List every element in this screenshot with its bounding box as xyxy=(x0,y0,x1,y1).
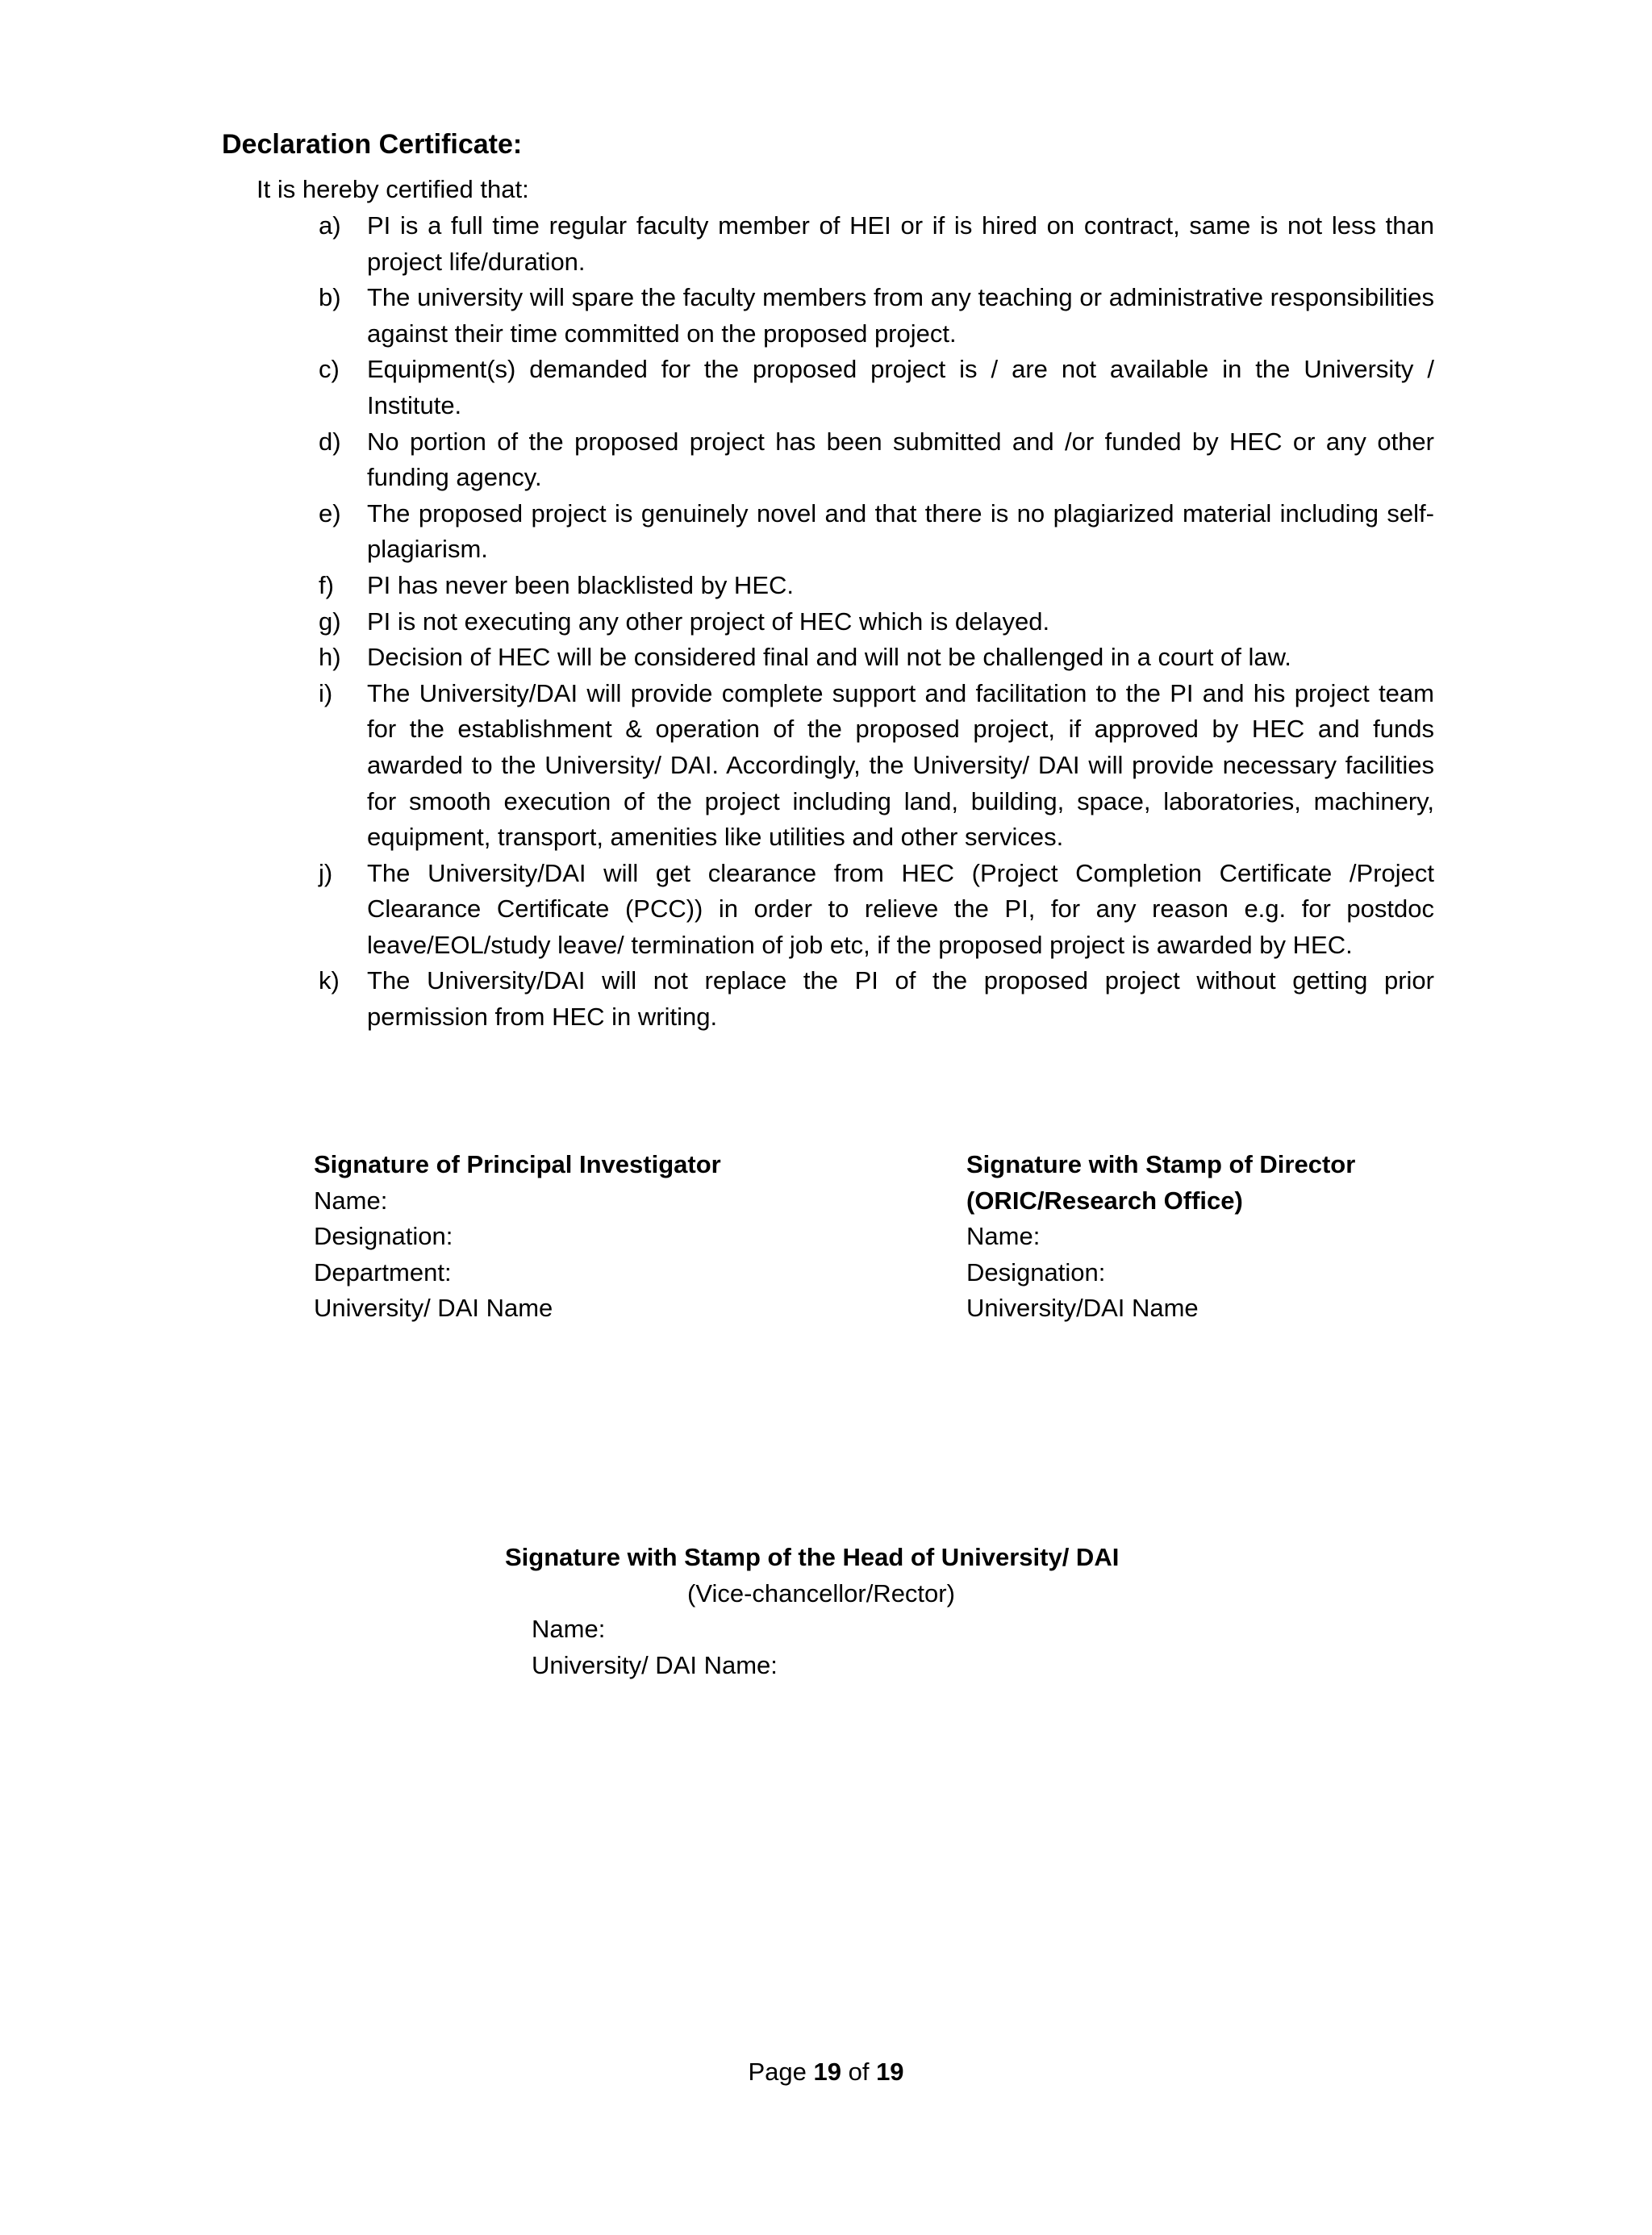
list-item-text: PI has never been blacklisted by HEC. xyxy=(367,570,794,599)
director-university-label: University/DAI Name xyxy=(966,1294,1199,1322)
list-item xyxy=(319,676,1434,856)
page-label: Page xyxy=(748,2058,807,2086)
list-marker: k) xyxy=(319,966,340,995)
head-signature-block xyxy=(505,1540,1119,1683)
list-item xyxy=(319,963,1434,1035)
director-signature-heading: Signature with Stamp of Director xyxy=(966,1150,1356,1178)
pi-designation-label: Designation: xyxy=(314,1222,453,1250)
list-item-text: No portion of the proposed project has been submitted and /or funded by HEC or any other funding agency. xyxy=(367,427,1434,492)
list-item-text: PI is a full time regular faculty member of HEI or if is hired on contract, same is not less than project life/duration. xyxy=(367,211,1434,276)
list-item xyxy=(319,856,1434,964)
head-name-label: Name: xyxy=(532,1615,606,1643)
total-pages-number: 19 xyxy=(876,2058,904,2086)
list-item-text: The University/DAI will get clearance from HEC (Project Completion Certificate /Project Clearance Certificate (PCC)) in order to relieve the PI, for any reason e.g. for postdoc leave/EOL/study leave/ termination of job etc, if the proposed project is awarded by HEC. xyxy=(367,858,1434,959)
page-footer xyxy=(0,2055,1652,2089)
list-marker: c) xyxy=(319,355,340,384)
list-item-text: The University/DAI will not replace the PI of the proposed project without getting prior permission from HEC in writing. xyxy=(367,966,1434,1032)
list-item xyxy=(319,208,1434,280)
director-signature-block xyxy=(966,1147,1355,1327)
page-title: Declaration Certificate: xyxy=(222,129,523,160)
list-item-text: PI is not executing any other project of HEC which is delayed. xyxy=(367,607,1050,636)
pi-university-label: University/ DAI Name xyxy=(314,1294,553,1322)
pi-department-label: Department: xyxy=(314,1257,452,1286)
head-signature-subheading: (Vice-chancellor/Rector) xyxy=(687,1578,955,1607)
pi-signature-heading: Signature of Principal Investigator xyxy=(314,1150,721,1178)
list-item xyxy=(319,424,1434,496)
head-signature-heading: Signature with Stamp of the Head of University/ DAI xyxy=(505,1543,1120,1571)
list-item xyxy=(319,496,1434,568)
list-item-text: The university will spare the faculty members from any teaching or administrative responsibilities against their time committed on the proposed project. xyxy=(367,283,1434,348)
list-item xyxy=(319,352,1434,423)
pi-signature-block xyxy=(314,1147,721,1327)
list-marker: b) xyxy=(319,283,341,312)
list-item xyxy=(319,280,1434,352)
director-signature-subheading: (ORIC/Research Office) xyxy=(966,1186,1243,1215)
director-designation-label: Designation: xyxy=(966,1257,1106,1286)
list-marker: i) xyxy=(319,678,333,707)
list-item-text: Equipment(s) demanded for the proposed project is / are not available in the University / Institute. xyxy=(367,355,1434,419)
list-marker: a) xyxy=(319,211,341,240)
of-label: of xyxy=(848,2058,870,2086)
list-marker: h) xyxy=(319,643,341,672)
current-page-number: 19 xyxy=(813,2058,841,2086)
list-item xyxy=(319,604,1434,640)
list-marker: j) xyxy=(319,858,333,887)
list-item xyxy=(319,640,1434,676)
list-marker: d) xyxy=(319,427,341,456)
pi-name-label: Name: xyxy=(314,1186,388,1215)
list-item xyxy=(319,568,1434,604)
head-university-label: University/ DAI Name: xyxy=(532,1650,778,1679)
list-item-text: Decision of HEC will be considered final and will not be challenged in a court of law. xyxy=(367,643,1291,672)
intro-text: It is hereby certified that: xyxy=(257,175,529,203)
list-marker: e) xyxy=(319,498,341,527)
list-marker: g) xyxy=(319,607,341,636)
list-item-text: The proposed project is genuinely novel and that there is no plagiarized material including self-plagiarism. xyxy=(367,498,1434,564)
declaration-list xyxy=(319,208,1434,1036)
list-item-text: The University/DAI will provide complete support and facilitation to the PI and his project team for the establishment & operation of the proposed project, if approved by HEC and funds awarded to the University/ DAI. Accordingly, the University/ DAI will provide necessary facilities for smooth execution of the project including land, building, space, laboratories, machinery, equipment, transport, amenities like utilities and other services. xyxy=(367,678,1434,852)
director-name-label: Name: xyxy=(966,1222,1041,1250)
list-marker: f) xyxy=(319,570,334,599)
